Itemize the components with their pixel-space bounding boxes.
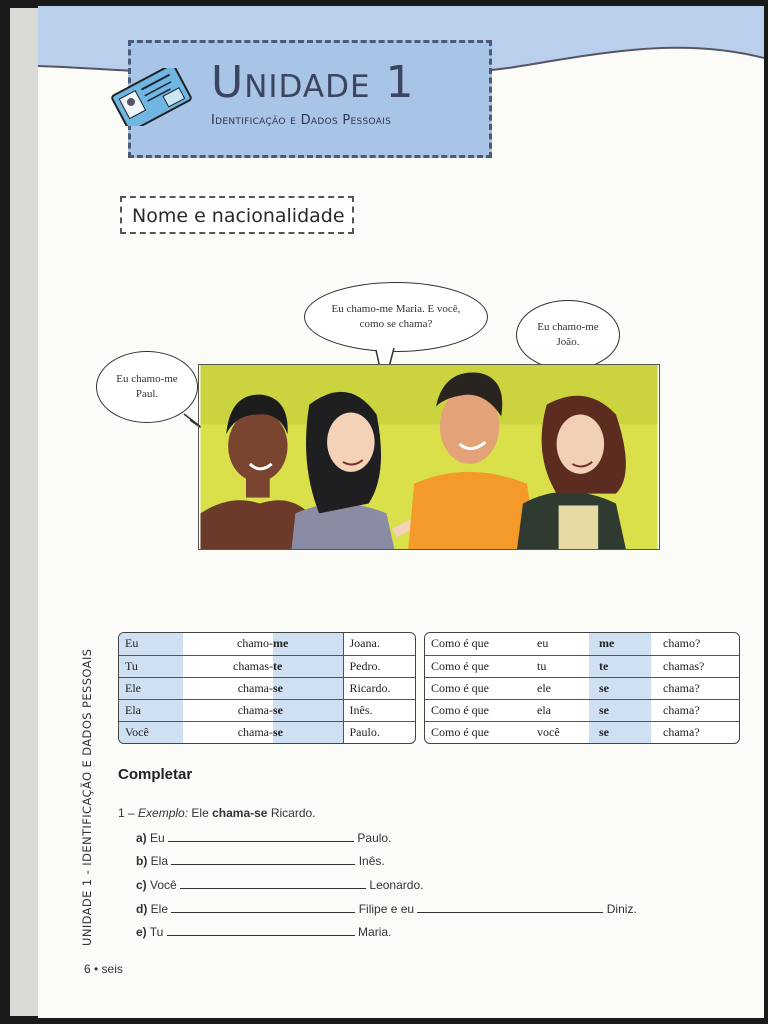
- pronoun-cell: Ela: [119, 699, 183, 721]
- verb-cell: chama?: [651, 699, 739, 721]
- answer-blank[interactable]: [171, 901, 355, 913]
- example-label: Exemplo:: [138, 806, 189, 820]
- answer-blank[interactable]: [171, 853, 355, 865]
- textbook-page: [38, 6, 764, 1018]
- unit-title: Unidade 1: [211, 57, 415, 108]
- question-cell: Como é que: [425, 633, 521, 655]
- verb-cell: chama?: [663, 724, 700, 739]
- section-title: Nome e nacionalidade: [132, 205, 345, 227]
- unit-subtitle: Identificação e Dados Pessoais: [211, 113, 392, 128]
- example-post: Ricardo.: [270, 806, 316, 820]
- characters-illustration: [198, 364, 660, 550]
- conjugation-row: [119, 699, 415, 721]
- speech-bubble-paul: Eu chamo-me Paul.: [96, 351, 198, 423]
- example-bold: chama-se: [212, 806, 268, 820]
- answer-blank[interactable]: [180, 877, 366, 889]
- question-cell: Como é que: [425, 677, 521, 699]
- answer-blank[interactable]: [168, 830, 354, 842]
- exercise-title: Completar: [118, 766, 193, 783]
- reflexive-cell: te: [589, 655, 651, 677]
- item-name: Paulo.: [357, 831, 392, 845]
- item-subject: Eu: [150, 831, 165, 845]
- item-subject: Ela: [150, 854, 169, 868]
- verb-cell: chamas?: [651, 655, 739, 677]
- suffix-cell: te: [273, 655, 343, 677]
- conjugation-row: [119, 721, 415, 743]
- pronoun-cell: eu: [521, 633, 589, 655]
- item-letter: a): [136, 831, 147, 845]
- exercise-item-c: [136, 877, 423, 892]
- pronoun-cell: tu: [521, 655, 589, 677]
- item-name: Inês.: [358, 854, 385, 868]
- item-subject: Você: [150, 878, 177, 892]
- question-row: [425, 677, 739, 699]
- name-cell: Inês.: [343, 699, 415, 721]
- pronoun-cell: Ele: [119, 677, 183, 699]
- reflexive-cell: se: [589, 699, 651, 721]
- name-cell: Joana.: [343, 633, 415, 655]
- conjugation-row: [119, 677, 415, 699]
- item-name-2: Diniz.: [606, 902, 637, 916]
- suffix-cell: se: [273, 699, 343, 721]
- name-cell: Ricardo.: [343, 677, 415, 699]
- suffix-cell: se: [273, 721, 343, 743]
- verb-cell: chama-: [237, 724, 273, 739]
- verb-cell: chama?: [651, 677, 739, 699]
- exercise-example: [118, 806, 316, 820]
- item-letter: b): [136, 854, 148, 868]
- question-row: [425, 633, 739, 655]
- exercise-number: 1 –: [118, 806, 135, 820]
- item-subject: Ele: [150, 902, 169, 916]
- name-cell: Paulo.: [343, 721, 415, 743]
- speech-bubble-joao: Eu chamo-me João.: [516, 300, 620, 370]
- speech-bubble-maria: Eu chamo-me Maria. E você, como se chama?: [304, 282, 488, 352]
- pronoun-cell: ele: [521, 677, 589, 699]
- conjugation-row: [119, 655, 415, 677]
- verb-cell: chama-: [183, 699, 273, 721]
- item-letter: e): [136, 925, 147, 939]
- question-row: [425, 699, 739, 721]
- exercise-item-d: [136, 901, 637, 916]
- item-subject: Tu: [149, 925, 164, 939]
- conjugation-table-right: [424, 632, 740, 744]
- page-number: 6 • seis: [84, 962, 123, 976]
- item-name: Filipe e eu: [358, 902, 415, 916]
- suffix-cell: me: [273, 633, 343, 655]
- vertical-running-head: UNIDADE 1 - IDENTIFICAÇÃO E DADOS PESSOAIS: [80, 648, 94, 946]
- question-cell: Como é que: [425, 699, 521, 721]
- verb-cell: chamas-: [183, 655, 273, 677]
- verb-cell: chamo-: [183, 633, 273, 655]
- item-letter: d): [136, 902, 148, 916]
- item-name: Leonardo.: [369, 878, 424, 892]
- name-cell: Pedro.: [343, 655, 415, 677]
- pronoun-cell: ela: [521, 699, 589, 721]
- conjugation-table-left: [118, 632, 416, 744]
- reflexive-cell: se: [589, 721, 651, 743]
- item-letter: c): [136, 878, 147, 892]
- pronoun-cell: Você: [119, 721, 183, 743]
- verb-cell: chamo?: [651, 633, 739, 655]
- question-row: [425, 721, 739, 743]
- reflexive-cell: se: [589, 677, 651, 699]
- answer-blank[interactable]: [167, 924, 355, 936]
- example-pre: Ele: [191, 806, 209, 820]
- item-name: Maria.: [358, 925, 392, 939]
- exercise-item-b: [136, 853, 385, 868]
- verb-cell: chama-: [183, 677, 273, 699]
- pronoun-cell: você: [537, 724, 560, 739]
- exercise-item-e: [136, 924, 391, 939]
- exercise-item-a: [136, 830, 391, 845]
- suffix-cell: se: [273, 677, 343, 699]
- question-row: [425, 655, 739, 677]
- question-cell: Como é que: [431, 724, 489, 739]
- reflexive-cell: me: [589, 633, 651, 655]
- question-cell: Como é que: [425, 655, 521, 677]
- pronoun-cell: Eu: [119, 633, 183, 655]
- answer-blank-2[interactable]: [417, 901, 603, 913]
- conjugation-row: [119, 633, 415, 655]
- pronoun-cell: Tu: [119, 655, 183, 677]
